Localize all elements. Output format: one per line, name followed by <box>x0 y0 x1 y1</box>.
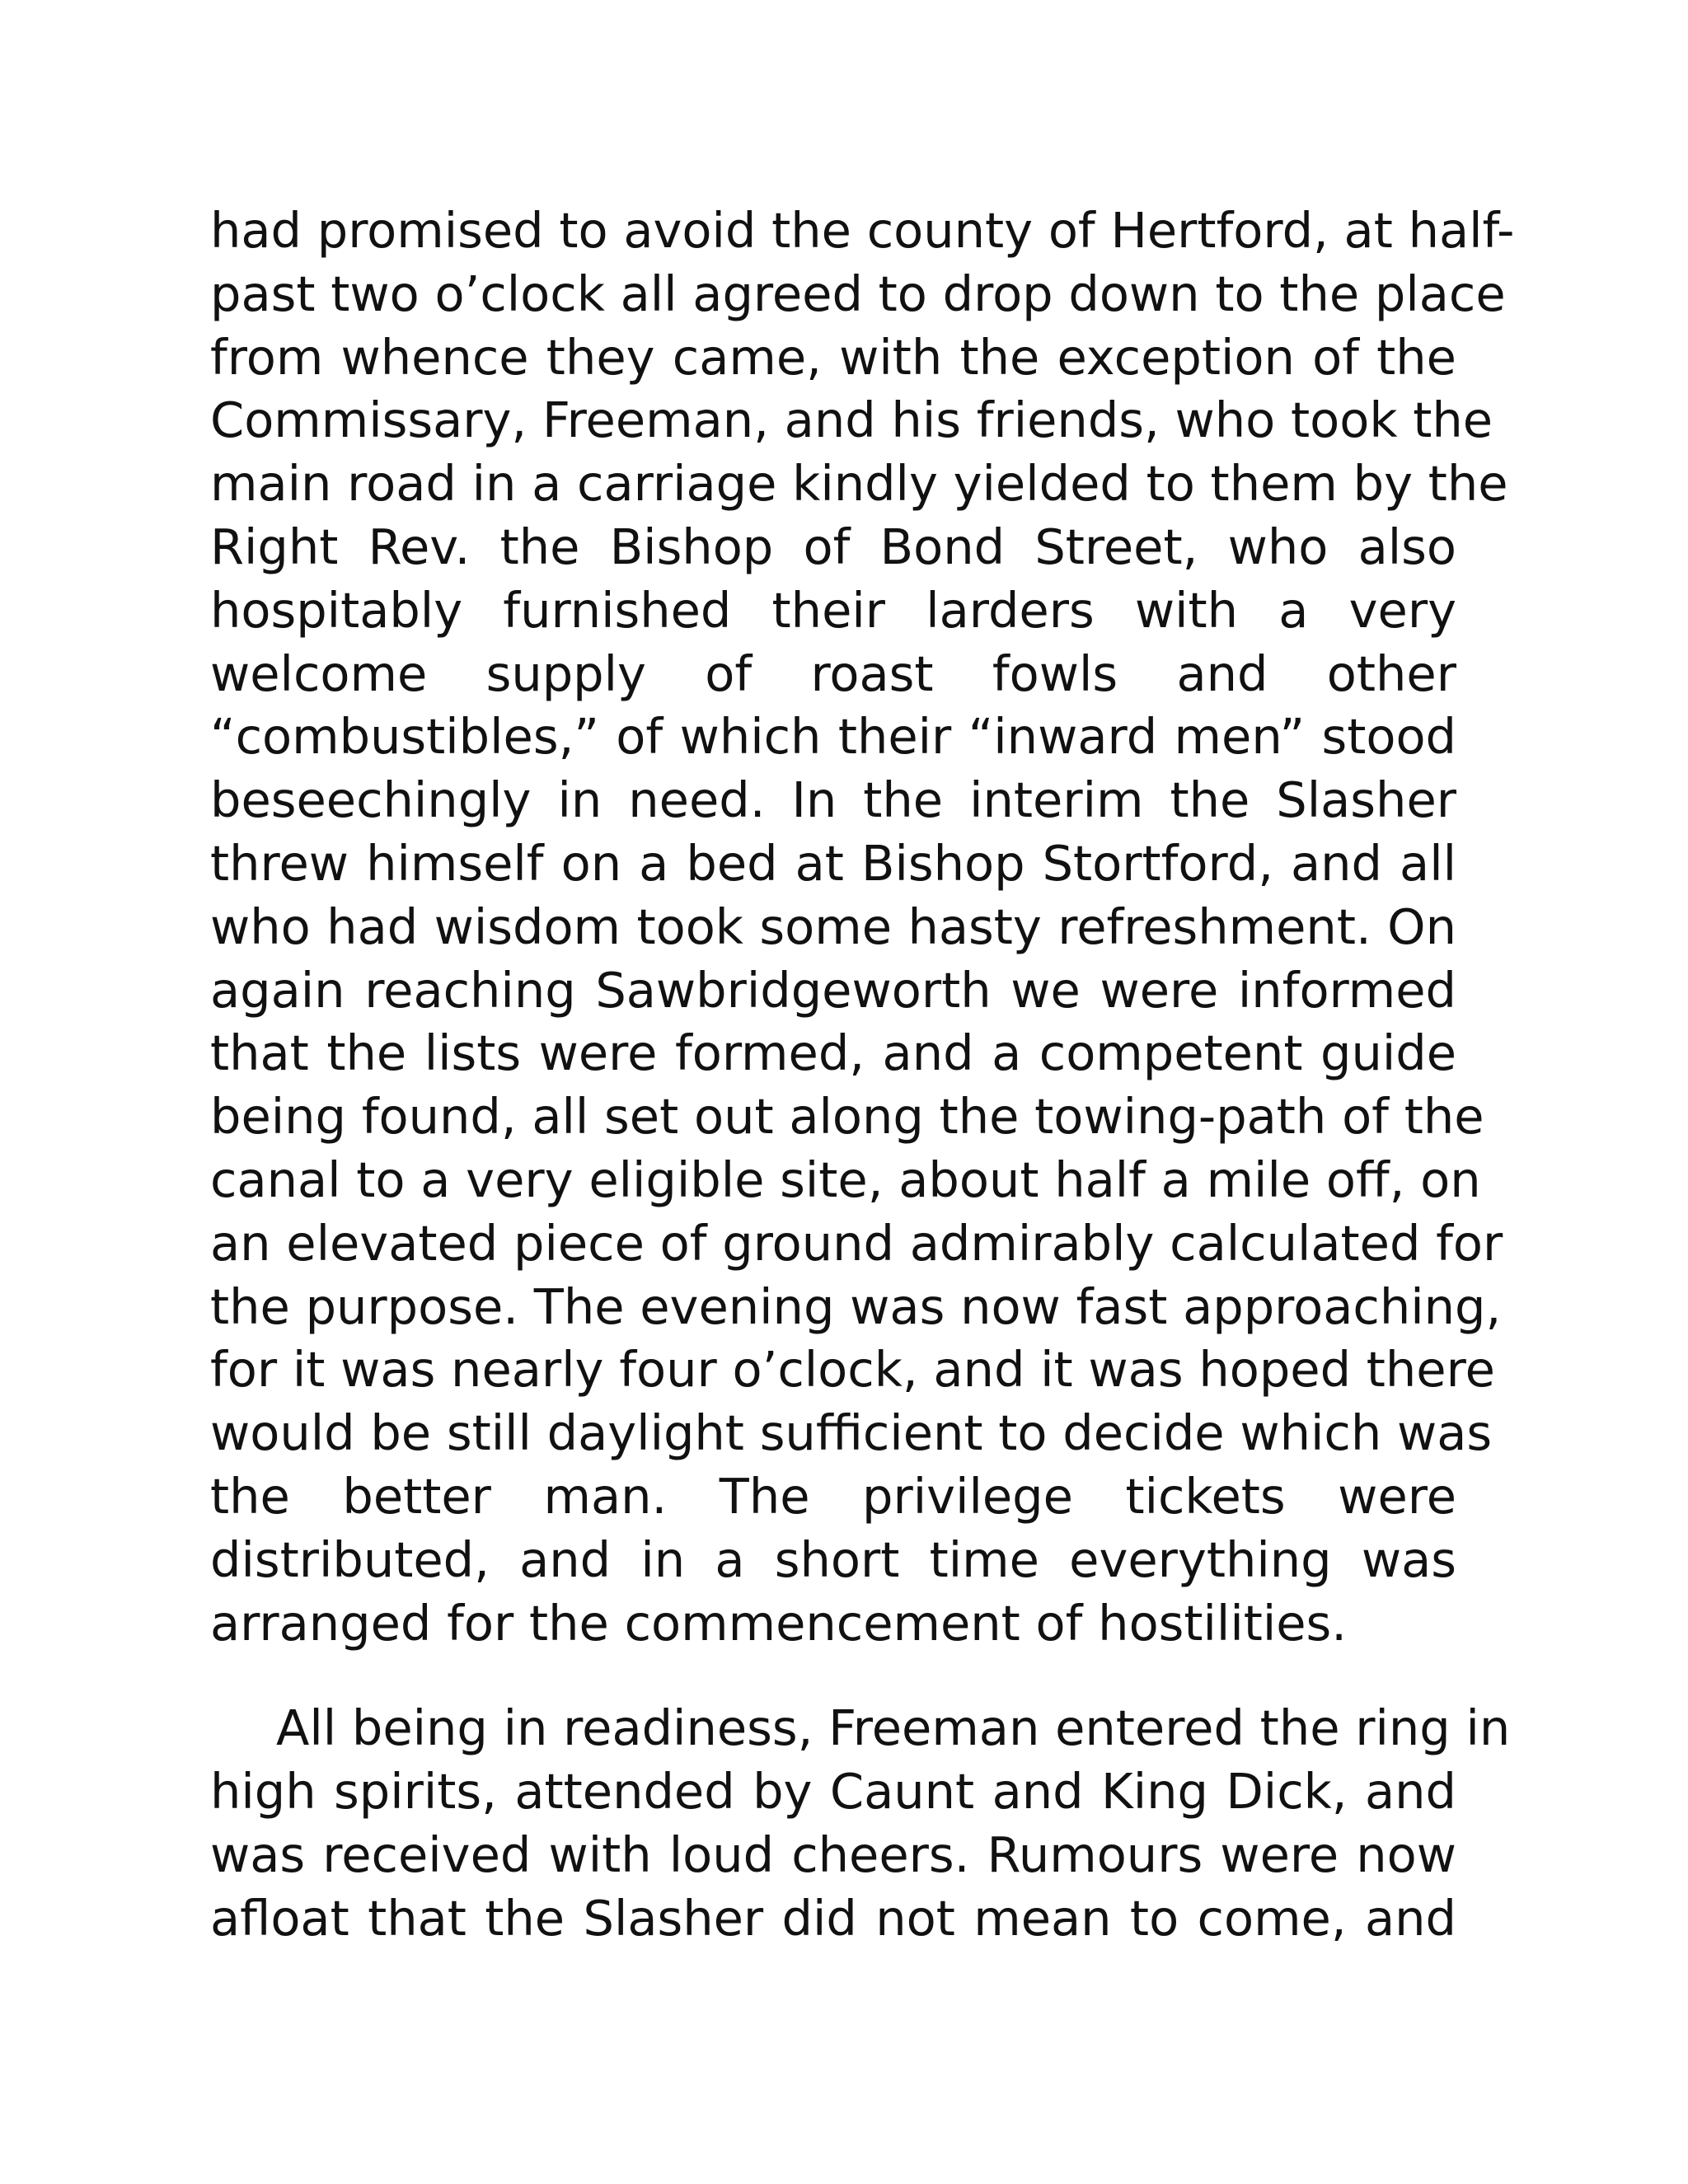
text-line: arranged for the commencement of hostilities. <box>210 1594 1348 1652</box>
text-line: hospitably furnished their larders with a very <box>210 581 1456 639</box>
text-line: distributed, and in a short time everything was <box>210 1530 1456 1588</box>
paragraph-1 <box>210 199 1515 1655</box>
text-line: from whence they came, with the exception of the <box>210 328 1456 386</box>
text-line: high spirits, attended by Caunt and King Dick, and <box>210 1763 1456 1821</box>
text-line: had promised to avoid the county of Hertford, at half- <box>210 202 1515 259</box>
text-line: threw himself on a bed at Bishop Stortford, and all <box>210 834 1456 892</box>
text-line: again reaching Sawbridgeworth we were informed <box>210 961 1456 1019</box>
text-line: Right Rev. the Bishop of Bond Street, who also <box>210 518 1456 575</box>
text-line: welcome supply of roast fowls and other <box>210 644 1456 702</box>
text-line: would be still daylight sufficient to decide which was <box>210 1404 1493 1462</box>
text-line: Commissary, Freeman, and his friends, who took the <box>210 391 1493 449</box>
text-line: the purpose. The evening was now fast approaching, <box>210 1277 1502 1335</box>
text-line: an elevated piece of ground admirably calculated for <box>210 1214 1503 1272</box>
text-line: being found, all set out along the towing-path of the <box>210 1088 1484 1146</box>
paragraph-2 <box>210 1697 1511 1950</box>
text-line: “combustibles,” of which their “inward men” stood <box>210 708 1456 766</box>
body-text <box>210 199 1515 1951</box>
text-line: the better man. The privilege tickets were <box>210 1467 1456 1525</box>
text-line: for it was nearly four o’clock, and it was hoped there <box>210 1341 1495 1399</box>
text-line: that the lists were formed, and a competent guide <box>210 1024 1456 1082</box>
text-line: beseechingly in need. In the interim the Slasher <box>210 771 1456 829</box>
text-line: All being in readiness, Freeman entered the ring in <box>276 1699 1511 1757</box>
text-line: who had wisdom took some hasty refreshment. On <box>210 898 1456 955</box>
text-line: was received with loud cheers. Rumours were now <box>210 1825 1456 1883</box>
text-line: canal to a very eligible site, about half a mile off, on <box>210 1151 1481 1208</box>
text-line: afloat that the Slasher did not mean to come, and <box>210 1889 1456 1947</box>
text-line: past two o’clock all agreed to drop down to the place <box>210 265 1506 322</box>
text-line: main road in a carriage kindly yielded to them by the <box>210 455 1508 513</box>
